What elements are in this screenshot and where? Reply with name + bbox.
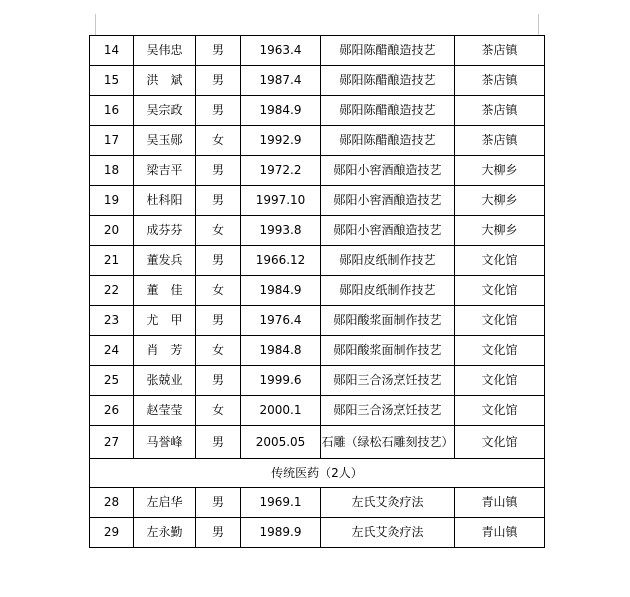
table-row	[90, 36, 545, 66]
cell-born: 1972.2	[241, 156, 321, 186]
table-row	[90, 186, 545, 216]
cell-no: 21	[90, 246, 134, 276]
cell-item: 左氏艾灸疗法	[321, 488, 455, 518]
cell-gender: 男	[196, 426, 241, 459]
table-row	[90, 246, 545, 276]
cell-name: 成芬芬	[134, 216, 196, 246]
cell-gender: 女	[196, 396, 241, 426]
table-row	[90, 366, 545, 396]
cell-born: 1989.9	[241, 518, 321, 548]
cell-name: 梁吉平	[134, 156, 196, 186]
cell-born: 1993.8	[241, 216, 321, 246]
cell-unit: 茶店镇	[455, 36, 545, 66]
cell-unit: 茶店镇	[455, 96, 545, 126]
cell-gender: 男	[196, 186, 241, 216]
cell-born: 1963.4	[241, 36, 321, 66]
cell-no: 23	[90, 306, 134, 336]
cell-no: 20	[90, 216, 134, 246]
cell-gender: 女	[196, 336, 241, 366]
cell-gender: 男	[196, 96, 241, 126]
cell-no: 27	[90, 426, 134, 459]
cell-born: 1969.1	[241, 488, 321, 518]
cell-name: 吴伟忠	[134, 36, 196, 66]
cell-name: 肖 芳	[134, 336, 196, 366]
cell-unit: 青山镇	[455, 488, 545, 518]
cell-name: 左永勤	[134, 518, 196, 548]
cell-born: 2000.1	[241, 396, 321, 426]
cell-item: 郧阳陈醋酿造技艺	[321, 36, 455, 66]
cell-unit: 大柳乡	[455, 186, 545, 216]
section-row	[90, 459, 545, 488]
cell-no: 15	[90, 66, 134, 96]
cell-born: 1976.4	[241, 306, 321, 336]
cell-name: 董发兵	[134, 246, 196, 276]
cell-no: 19	[90, 186, 134, 216]
cell-no: 16	[90, 96, 134, 126]
cell-no: 14	[90, 36, 134, 66]
cell-gender: 男	[196, 246, 241, 276]
cell-born: 1984.9	[241, 96, 321, 126]
cell-name: 洪 斌	[134, 66, 196, 96]
cell-no: 22	[90, 276, 134, 306]
cell-gender: 女	[196, 276, 241, 306]
cell-gender: 男	[196, 66, 241, 96]
cell-no: 24	[90, 336, 134, 366]
cell-item: 郧阳酸浆面制作技艺	[321, 336, 455, 366]
cell-name: 董 佳	[134, 276, 196, 306]
table-row	[90, 488, 545, 518]
section-heading: 传统医药（2人）	[90, 459, 545, 488]
table-row	[90, 518, 545, 548]
cell-item: 郧阳小窖酒酿造技艺	[321, 186, 455, 216]
cell-no: 29	[90, 518, 134, 548]
cell-name: 赵莹莹	[134, 396, 196, 426]
cell-no: 26	[90, 396, 134, 426]
cell-gender: 女	[196, 126, 241, 156]
cell-born: 1997.10	[241, 186, 321, 216]
cell-unit: 文化馆	[455, 306, 545, 336]
page-margin-mark-right	[538, 14, 539, 36]
cell-unit: 文化馆	[455, 366, 545, 396]
cell-item: 郧阳酸浆面制作技艺	[321, 306, 455, 336]
cell-born: 1987.4	[241, 66, 321, 96]
table-row	[90, 276, 545, 306]
cell-name: 张兢业	[134, 366, 196, 396]
cell-name: 吴宗政	[134, 96, 196, 126]
cell-name: 尤 甲	[134, 306, 196, 336]
cell-born: 1999.6	[241, 366, 321, 396]
table-body-bottom	[90, 488, 545, 548]
cell-name: 吴玉郧	[134, 126, 196, 156]
cell-gender: 男	[196, 306, 241, 336]
cell-born: 1984.8	[241, 336, 321, 366]
cell-item: 郧阳三合汤烹饪技艺	[321, 366, 455, 396]
cell-item: 郧阳三合汤烹饪技艺	[321, 396, 455, 426]
page-margin-mark-left	[95, 14, 96, 36]
table-row	[90, 396, 545, 426]
cell-unit: 茶店镇	[455, 126, 545, 156]
cell-born: 1984.9	[241, 276, 321, 306]
cell-item: 郧阳皮纸制作技艺	[321, 276, 455, 306]
table-row	[90, 66, 545, 96]
cell-gender: 男	[196, 366, 241, 396]
cell-gender: 男	[196, 488, 241, 518]
cell-unit: 茶店镇	[455, 66, 545, 96]
table-row	[90, 336, 545, 366]
cell-gender: 男	[196, 36, 241, 66]
cell-item: 郧阳陈醋酿造技艺	[321, 96, 455, 126]
cell-unit: 文化馆	[455, 336, 545, 366]
cell-unit: 文化馆	[455, 426, 545, 459]
table-row	[90, 216, 545, 246]
cell-item: 郧阳小窖酒酿造技艺	[321, 156, 455, 186]
cell-name: 杜科阳	[134, 186, 196, 216]
cell-unit: 大柳乡	[455, 216, 545, 246]
cell-no: 18	[90, 156, 134, 186]
cell-unit: 文化馆	[455, 246, 545, 276]
table-row	[90, 126, 545, 156]
cell-gender: 男	[196, 156, 241, 186]
cell-gender: 男	[196, 518, 241, 548]
table-row	[90, 156, 545, 186]
cell-item: 左氏艾灸疗法	[321, 518, 455, 548]
cell-gender: 女	[196, 216, 241, 246]
inheritor-table	[89, 35, 545, 548]
cell-no: 28	[90, 488, 134, 518]
cell-name: 马誉峰	[134, 426, 196, 459]
cell-item: 郧阳小窖酒酿造技艺	[321, 216, 455, 246]
table-row	[90, 96, 545, 126]
table-body-top	[90, 36, 545, 459]
cell-item: 石雕（绿松石雕刻技艺）	[321, 426, 455, 459]
cell-no: 17	[90, 126, 134, 156]
cell-unit: 青山镇	[455, 518, 545, 548]
cell-item: 郧阳陈醋酿造技艺	[321, 66, 455, 96]
cell-no: 25	[90, 366, 134, 396]
cell-born: 1992.9	[241, 126, 321, 156]
cell-name: 左启华	[134, 488, 196, 518]
cell-unit: 文化馆	[455, 276, 545, 306]
cell-born: 1966.12	[241, 246, 321, 276]
cell-unit: 文化馆	[455, 396, 545, 426]
table-row	[90, 426, 545, 459]
cell-item: 郧阳皮纸制作技艺	[321, 246, 455, 276]
cell-born: 2005.05	[241, 426, 321, 459]
cell-unit: 大柳乡	[455, 156, 545, 186]
cell-item: 郧阳陈醋酿造技艺	[321, 126, 455, 156]
table-row	[90, 306, 545, 336]
